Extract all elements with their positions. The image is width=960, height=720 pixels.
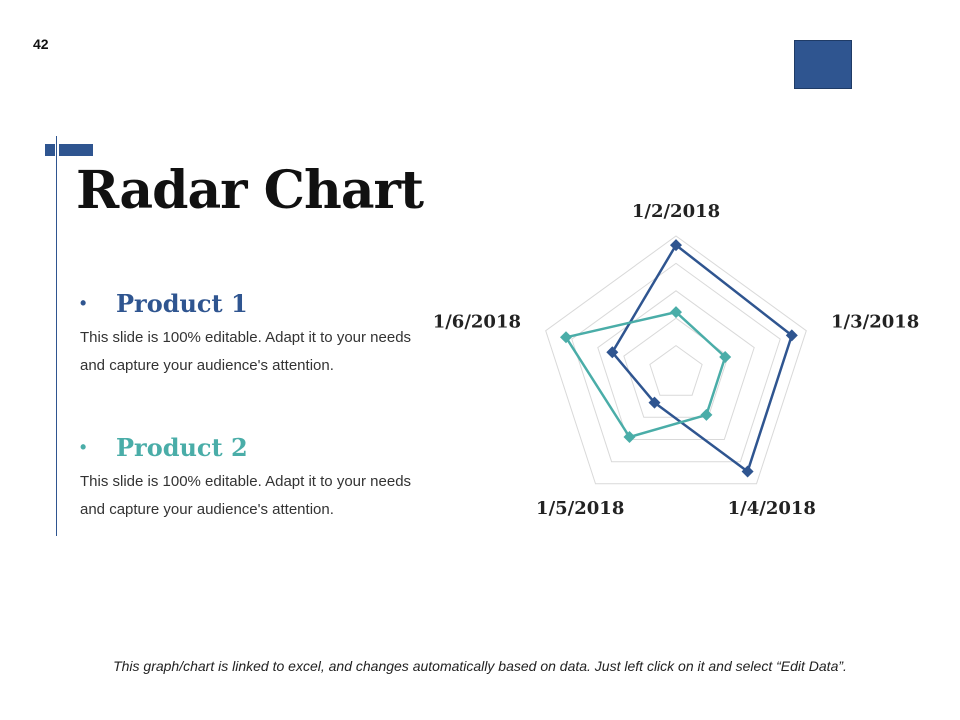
product-2-block	[80, 432, 420, 524]
slide-title: Radar Chart	[76, 160, 423, 221]
product-1-block	[80, 288, 420, 380]
radar-chart[interactable]	[420, 190, 940, 520]
title-accent-square	[45, 144, 55, 156]
bullet-icon: •	[80, 436, 87, 457]
product-2-description: This slide is 100% editable. Adapt it to your needs and capture your audience's attention.	[80, 473, 412, 518]
radar-grid-ring	[624, 318, 728, 417]
radar-grid-ring	[650, 346, 702, 396]
product-2-name: Product 2	[116, 432, 248, 462]
product-2-heading	[80, 432, 420, 462]
product-1-description: This slide is 100% editable. Adapt it to your needs and capture your audience's attention.	[80, 329, 412, 374]
bullet-icon: •	[80, 292, 87, 313]
radar-series-1-line	[612, 245, 792, 471]
vertical-divider	[56, 136, 57, 536]
radar-grid	[546, 236, 807, 484]
radar-axis-label: 1/2/2018	[631, 201, 721, 222]
footer-note: This graph/chart is linked to excel, and changes automatically based on data. Just left click on it and select “Edit Data”.	[113, 658, 847, 674]
radar-axis-label: 1/3/2018	[831, 311, 920, 333]
radar-series-2-point	[560, 331, 572, 343]
radar-axis-label: 1/4/2018	[727, 497, 816, 519]
radar-grid-ring	[546, 236, 807, 484]
radar-chart-svg	[420, 190, 940, 520]
slide-number: 42	[33, 36, 49, 52]
product-1-heading	[80, 288, 420, 318]
radar-axis-label: 1/6/2018	[432, 311, 521, 333]
title-accent-bar	[59, 144, 93, 156]
radar-series-2-line	[566, 312, 725, 437]
product-1-name: Product 1	[116, 288, 248, 318]
corner-decoration	[794, 40, 852, 89]
radar-series	[560, 239, 798, 477]
radar-axis-label: 1/5/2018	[536, 497, 625, 519]
